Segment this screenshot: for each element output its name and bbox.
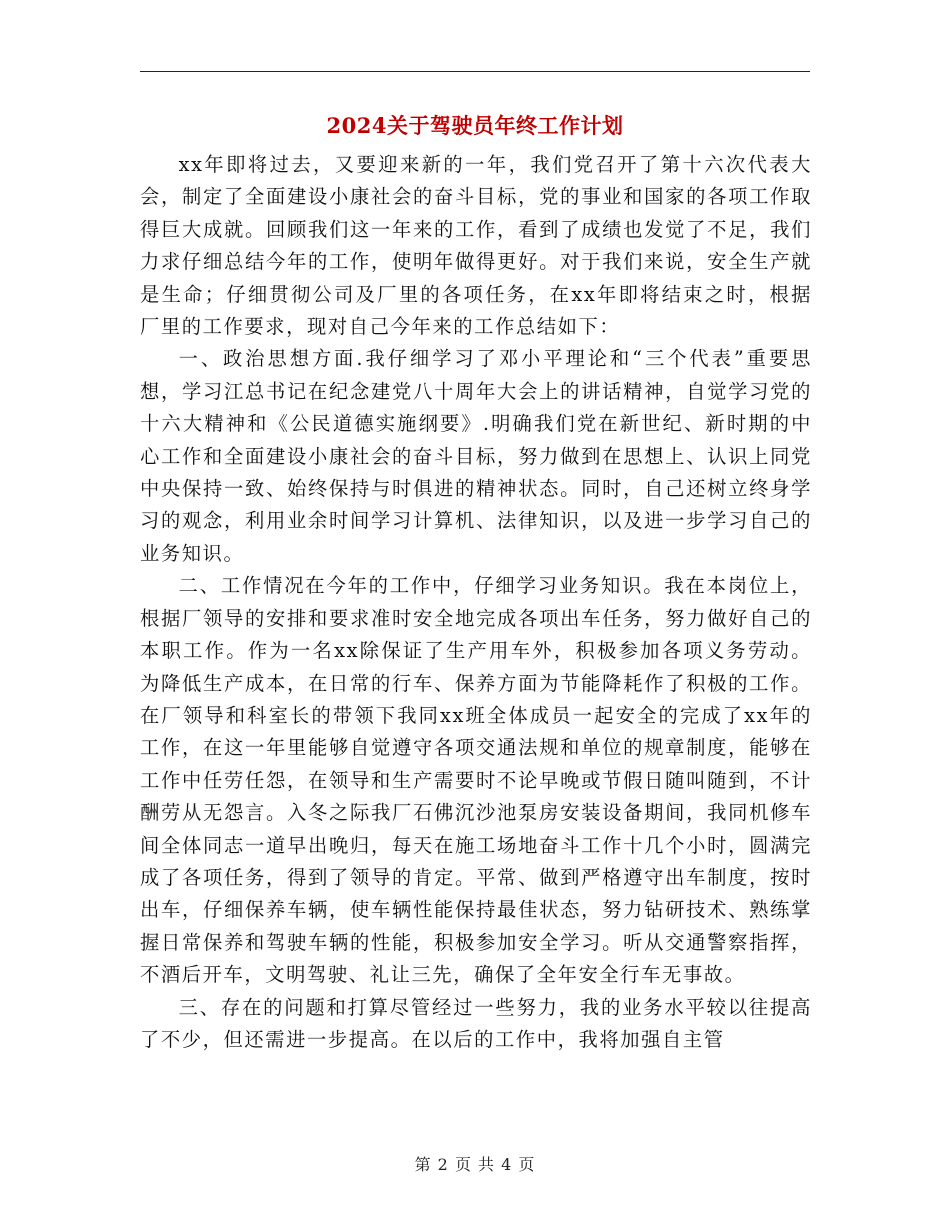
paragraph-problems: 三、存在的问题和打算尽管经过一些努力，我的业务水平较以往提高了不少，但还需进一步提高。在以后的工作中，我将加强自主管 xyxy=(140,995,812,1051)
paragraph-political: 一、政治思想方面.我仔细学习了邓小平理论和“三个代表”重要思想，学习江总书记在纪念建党八十周年大会上的讲话精神，自觉学习党的十六大精神和《公民道德实施纲要》.明确我们党在新世纪、新时期的中心工作和全面建设小康社会的奋斗目标，努力做到在思想上、认识上同党中央保持一致、始终保持与时俱进的精神状态。同时，自己还树立终身学习的观念，利用业余时间学习计算机、法律知识，以及进一步学习自己的业务知识。 xyxy=(140,347,812,565)
paragraph-work: 二、工作情况在今年的工作中，仔细学习业务知识。我在本岗位上，根据厂领导的安排和要求准时安全地完成各项出车任务，努力做好自己的本职工作。作为一名xx除保证了生产用车外，积极参加各项义务劳动。为降低生产成本，在日常的行车、保养方面为节能降耗作了积极的工作。在厂领导和科室长的带领下我同xx班全体成员一起安全的完成了xx年的工作，在这一年里能够自觉遵守各项交通法规和单位的规章制度，能够在工作中任劳任怨，在领导和生产需要时不论早晚或节假日随叫随到，不计酬劳从无怨言。入冬之际我厂石佛沉沙池泵房安装设备期间，我同机修车间全体同志一道早出晚归，每天在施工场地奋斗工作十几个小时，圆满完成了各项任务，得到了领导的肯定。平常、做到严格遵守出车制度，按时出车，仔细保养车辆，使车辆性能保持最佳状态，努力钻研技术、熟练掌握日常保养和驾驶车辆的性能，积极参加安全学习。听从交通警察指挥，不酒后开车，文明驾驶、礼让三先，确保了全年安全行车无事故。 xyxy=(140,574,812,987)
header-rule xyxy=(140,71,810,72)
document-body xyxy=(140,149,812,1056)
page-number-footer: 第 2 页 共 4 页 xyxy=(414,1155,536,1174)
paragraph-intro: xx年即将过去，又要迎来新的一年，我们党召开了第十六次代表大会，制定了全面建设小康社会的奋斗目标，党的事业和国家的各项工作取得巨大成就。回顾我们这一年来的工作，看到了成绩也发觉了不足，我们力求仔细总结今年的工作，使明年做得更好。对于我们来说，安全生产就是生命；仔细贯彻公司及厂里的各项任务，在xx年即将结束之时，根据厂里的工作要求，现对自己今年来的工作总结如下： xyxy=(140,153,812,339)
document-title: 2024关于驾驶员年终工作计划 xyxy=(326,113,624,138)
